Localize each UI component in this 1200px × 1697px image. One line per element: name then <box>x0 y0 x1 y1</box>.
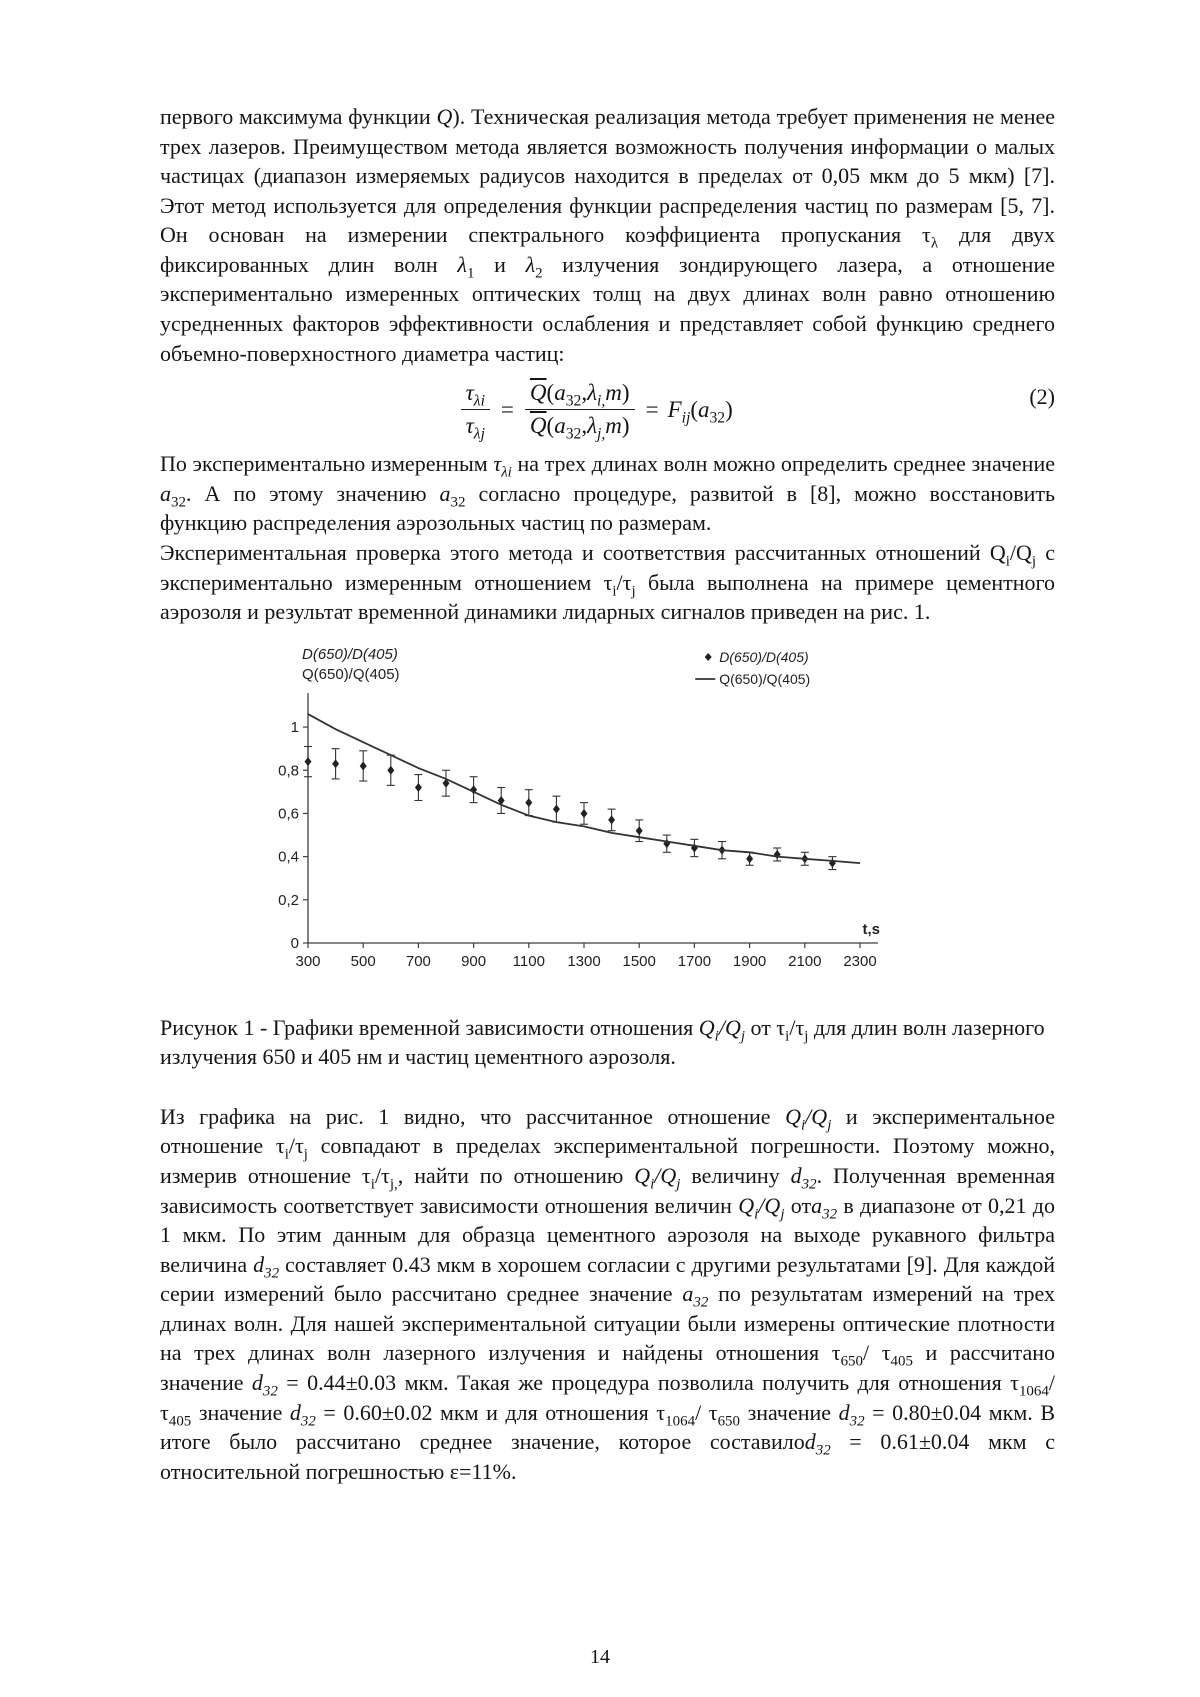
legend-marker-diamond <box>705 653 712 661</box>
x-tick-label: 2100 <box>788 952 822 970</box>
chart-svg <box>248 643 908 995</box>
scatter-point <box>608 815 615 824</box>
legend-label-line: Q(650)/Q(405) <box>719 670 811 687</box>
y-tick-label: 0,2 <box>278 891 299 909</box>
x-tick-label: 2300 <box>843 952 877 970</box>
scatter-point <box>415 783 422 792</box>
x-tick-label: 1500 <box>622 952 656 970</box>
equation-result: $F_{ij}(a_{32})$ <box>667 396 733 427</box>
equation-rhs-denominator: $\overline{Q}(a_{32},\lambda_{j,}m)$ <box>529 413 630 443</box>
equation-lhs-fraction <box>461 380 490 443</box>
x-tick-label: 1300 <box>567 952 601 970</box>
scatter-point <box>581 809 588 818</box>
y-tick-label: 0,4 <box>278 848 299 866</box>
scatter-point <box>525 798 532 807</box>
y-axis-label: D(650)/D(405) <box>302 645 398 663</box>
equation-lhs-numerator: $\tau_{\lambda i}$ <box>461 380 490 410</box>
legend-label-scatter: D(650)/D(405) <box>719 648 809 665</box>
equation-equals-sign-2: = <box>645 396 659 422</box>
scatter-point <box>332 759 339 768</box>
x-tick-label: 300 <box>295 952 321 970</box>
scatter-point <box>746 854 753 863</box>
y-tick-label: 0,6 <box>278 805 299 823</box>
equation-body <box>160 380 1029 443</box>
equation-rhs-fraction <box>525 380 635 443</box>
x-tick-label: 700 <box>405 952 431 970</box>
y-axis-label: Q(650)/Q(405) <box>302 665 400 683</box>
scatter-point <box>636 826 643 835</box>
page-number: 14 <box>590 1646 610 1668</box>
equation-block <box>160 380 1055 443</box>
equation-equals-sign: = <box>500 396 514 422</box>
x-tick-label: 1100 <box>512 952 545 970</box>
y-tick-label: 1 <box>290 718 299 736</box>
scatter-point <box>305 757 312 766</box>
paragraph-results-discussion: Из графика на рис. 1 видно, что рассчитанное отношение $Q_i/Q_j$ и экспериментальное отношение $\tau_i/\tau_j$ совпадают в пределах экспериментальной погрешности. Поэтому можно, измерив отношение $\tau_i/\tau_{j,}$, найти по отношению $Q_i/Q_j$ величину $d_{32}$. Полученная временная зависимость соответствует зависимости отношения величин $Q_i/Q_j$ отa$_{32}$ в диапазоне от 0,21 до 1 мкм. По этим данным для образца цементного аэрозоля на выходе рукавного фильтра величина $d_{32}$ составляет 0.43 мкм в хорошем согласии с другими результатами [9]. Для каждой серии измерений было рассчитано среднее значение $a_{32}$ по результатам измерений на трех длинах волн. Для нашей экспериментальной ситуации были измерены оптические плотности на трех длинах волн лазерного излучения и найдены отношения $\tau_{650}/$ $\tau_{405}$ и рассчитано значение $d_{32} = 0.44\pm 0.03$ мкм. Такая же процедура позволила получить для отношения $\tau_{1064}/$ $\tau_{405}$ значение $d_{32} = 0.60\pm 0.02$ мкм и для отношения $\tau_{1064}/$ $\tau_{650}$ значение $d_{32} = 0.80\pm 0.04$ мкм. В итоге было рассчитано среднее значение, которое составилоd$_{32}$ = 0.61±0.04 мкм с относительной погрешностью ε=11%. <box>160 1103 1056 1484</box>
x-tick-label: 1700 <box>677 952 712 970</box>
scatter-point <box>553 804 560 813</box>
equation-number: (2) <box>1029 384 1055 410</box>
x-tick-label: 1900 <box>732 952 767 970</box>
scatter-point <box>360 761 367 770</box>
x-axis-label: t,s <box>862 920 880 938</box>
paragraph-experimental-check: Экспериментальная проверка этого метода и соответствия рассчитанных отношений $Q_i/Q_j$ с экспериментально измеренным отношением $\tau_i/\tau_j$ была выполнена на примере цементного аэрозоля и результат временной динамики лидарных сигналов приведен на рис. 1. <box>160 539 1056 625</box>
equation-lhs-denominator: $\tau_{\lambda j}$ <box>465 413 485 443</box>
y-tick-label: 0,8 <box>278 761 299 779</box>
equation-rhs-numerator: $\overline{Q}(a_{32},\lambda_{i,}m)$ <box>525 380 635 410</box>
line-series <box>308 714 860 863</box>
x-tick-label: 500 <box>350 952 376 970</box>
figure-chart <box>248 643 908 995</box>
paragraph-measurement: По экспериментально измеренным $\tau_{\lambda i}$ на трех длинах волн можно определить среднее значение $a_{32}$. А по этому значению $a_{32}$ согласно процедуре, развитой в [8], можно восстановить функцию распределения аэрозольных частиц по размерам. <box>160 451 1056 536</box>
figure-caption: Рисунок 1 - Графики временной зависимости отношения $Q_i/Q_j$ от $\tau_i/\tau_j$ для длин волн лазерного излучения 650 и 405 нм и частиц цементного аэрозоля. <box>160 1014 1045 1070</box>
scatter-point <box>387 765 394 774</box>
paragraph-method-description: первого максимума функции Q). Техническая реализация метода требует применения не менее трех лазеров. Преимуществом метода является возможность получения информации о малых частицах (диапазон измеряемых радиусов находится в пределах от 0,05 мкм до 5 мкм) [7]. Этот метод используется для определения функции распределения частиц по размерам [5, 7]. Он основан на измерении спектрального коэффициента пропускания $\tau_\lambda$ для двух фиксированных длин волн $\lambda_1$ и $\lambda_2$ излучения зондирующего лазера, а отношение экспериментально измеренных оптических толщ на двух длинах волн равно отношению усредненных факторов эффективности ослабления и представляет собой функцию среднего объемно-поверхностного диаметра частиц: <box>160 104 1055 366</box>
y-tick-label: 0 <box>290 934 299 952</box>
x-tick-label: 900 <box>461 952 487 970</box>
